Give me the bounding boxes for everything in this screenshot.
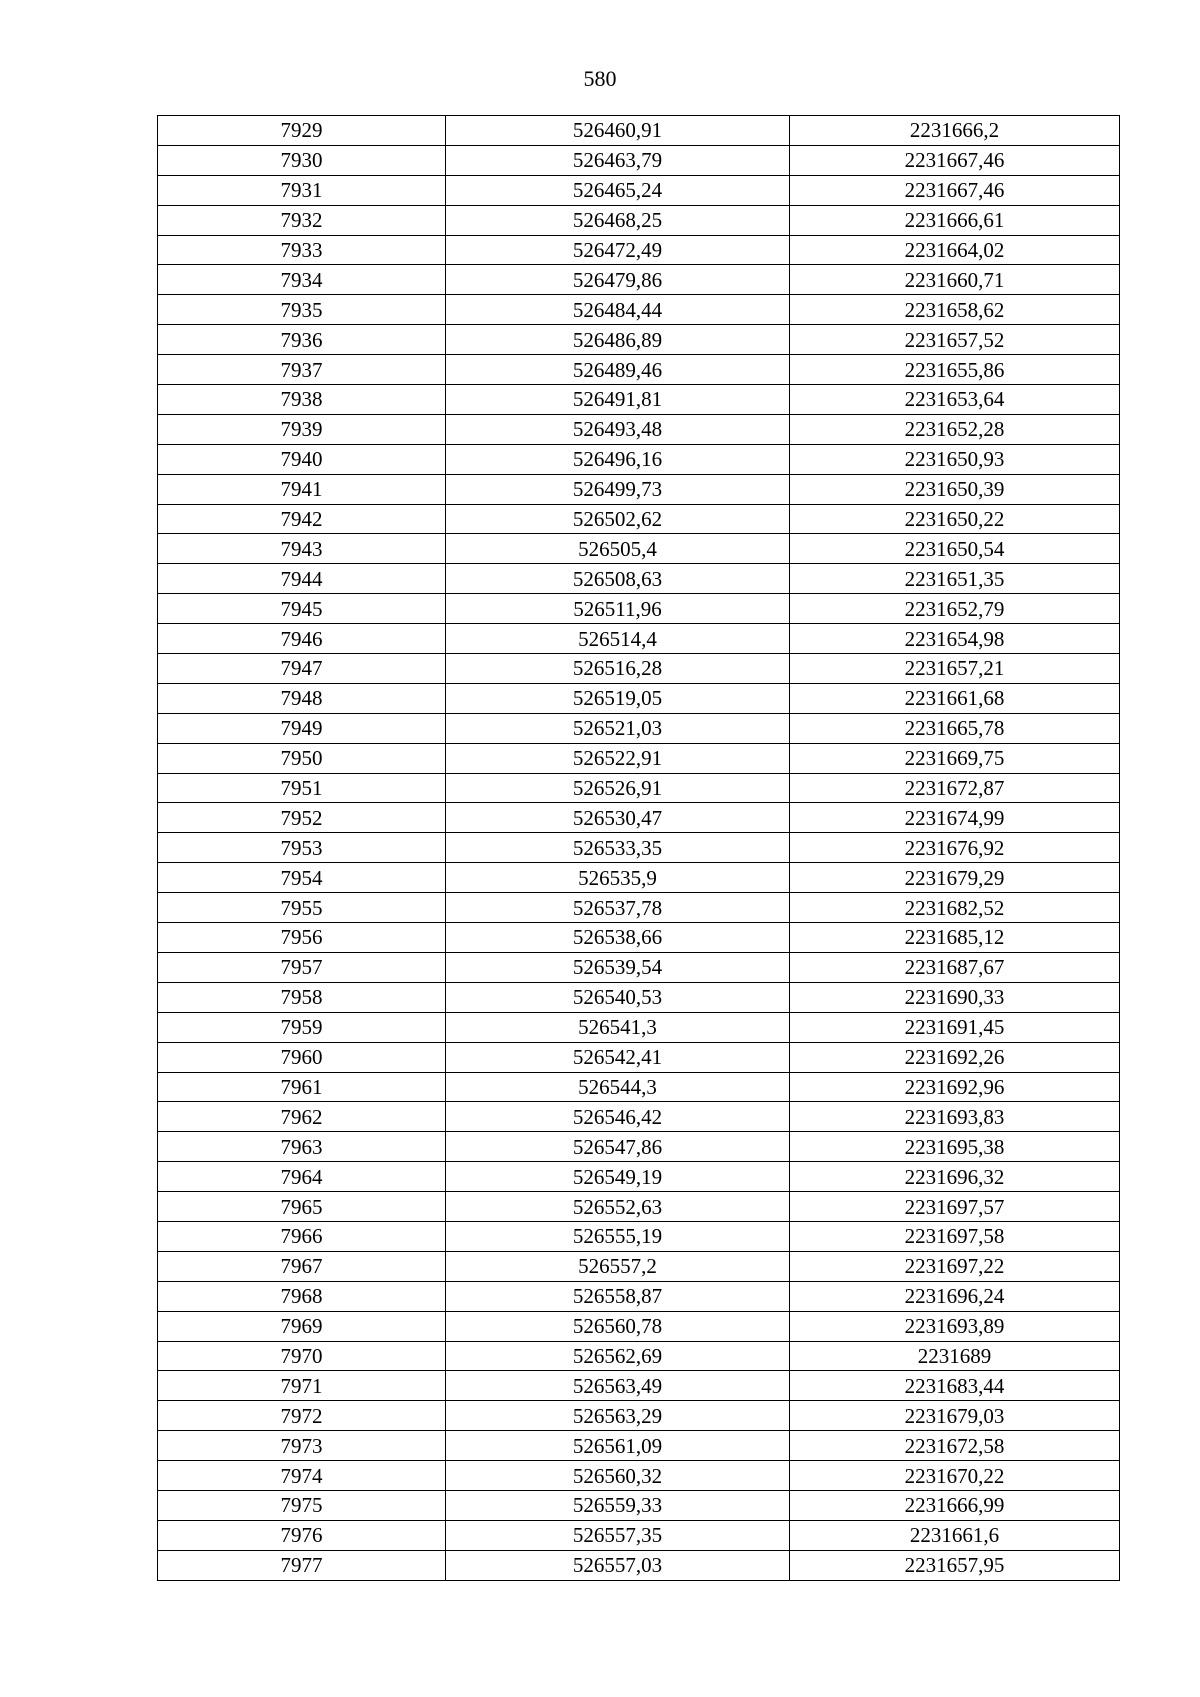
coordinates-table-body — [158, 116, 1120, 1581]
table-row — [158, 893, 1120, 923]
x-coordinate-cell: 526505,4 — [446, 534, 790, 564]
point-number-cell: 7965 — [158, 1192, 446, 1222]
table-row — [158, 235, 1120, 265]
point-number-cell: 7973 — [158, 1431, 446, 1461]
x-coordinate-cell: 526463,79 — [446, 145, 790, 175]
y-coordinate-cell: 2231667,46 — [790, 145, 1120, 175]
y-coordinate-cell: 2231653,64 — [790, 385, 1120, 415]
point-number-cell: 7946 — [158, 624, 446, 654]
point-number-cell: 7932 — [158, 205, 446, 235]
point-number-cell: 7952 — [158, 803, 446, 833]
x-coordinate-cell: 526547,86 — [446, 1132, 790, 1162]
x-coordinate-cell: 526544,3 — [446, 1072, 790, 1102]
x-coordinate-cell: 526499,73 — [446, 474, 790, 504]
x-coordinate-cell: 526460,91 — [446, 116, 790, 146]
table-row — [158, 355, 1120, 385]
table-row — [158, 863, 1120, 893]
point-number-cell: 7957 — [158, 952, 446, 982]
table-row — [158, 1192, 1120, 1222]
table-row — [158, 1401, 1120, 1431]
x-coordinate-cell: 526535,9 — [446, 863, 790, 893]
y-coordinate-cell: 2231679,03 — [790, 1401, 1120, 1431]
table-row — [158, 116, 1120, 146]
x-coordinate-cell: 526511,96 — [446, 594, 790, 624]
table-row — [158, 743, 1120, 773]
x-coordinate-cell: 526522,91 — [446, 743, 790, 773]
point-number-cell: 7939 — [158, 414, 446, 444]
x-coordinate-cell: 526516,28 — [446, 654, 790, 684]
x-coordinate-cell: 526563,49 — [446, 1371, 790, 1401]
y-coordinate-cell: 2231697,57 — [790, 1192, 1120, 1222]
y-coordinate-cell: 2231657,21 — [790, 654, 1120, 684]
x-coordinate-cell: 526549,19 — [446, 1162, 790, 1192]
x-coordinate-cell: 526533,35 — [446, 833, 790, 863]
x-coordinate-cell: 526486,89 — [446, 325, 790, 355]
table-row — [158, 265, 1120, 295]
point-number-cell: 7974 — [158, 1461, 446, 1491]
x-coordinate-cell: 526557,03 — [446, 1550, 790, 1580]
x-coordinate-cell: 526484,44 — [446, 295, 790, 325]
table-row — [158, 1461, 1120, 1491]
y-coordinate-cell: 2231697,58 — [790, 1221, 1120, 1251]
table-row — [158, 803, 1120, 833]
table-row — [158, 145, 1120, 175]
x-coordinate-cell: 526538,66 — [446, 923, 790, 953]
y-coordinate-cell: 2231683,44 — [790, 1371, 1120, 1401]
point-number-cell: 7948 — [158, 683, 446, 713]
x-coordinate-cell: 526558,87 — [446, 1281, 790, 1311]
point-number-cell: 7947 — [158, 654, 446, 684]
x-coordinate-cell: 526560,32 — [446, 1461, 790, 1491]
point-number-cell: 7976 — [158, 1520, 446, 1550]
point-number-cell: 7966 — [158, 1221, 446, 1251]
y-coordinate-cell: 2231666,99 — [790, 1490, 1120, 1520]
table-row — [158, 1520, 1120, 1550]
table-row — [158, 564, 1120, 594]
x-coordinate-cell: 526493,48 — [446, 414, 790, 444]
y-coordinate-cell: 2231682,52 — [790, 893, 1120, 923]
y-coordinate-cell: 2231696,24 — [790, 1281, 1120, 1311]
point-number-cell: 7930 — [158, 145, 446, 175]
x-coordinate-cell: 526540,53 — [446, 982, 790, 1012]
y-coordinate-cell: 2231666,2 — [790, 116, 1120, 146]
y-coordinate-cell: 2231687,67 — [790, 952, 1120, 982]
table-row — [158, 414, 1120, 444]
point-number-cell: 7967 — [158, 1251, 446, 1281]
point-number-cell: 7977 — [158, 1550, 446, 1580]
table-row — [158, 1550, 1120, 1580]
y-coordinate-cell: 2231674,99 — [790, 803, 1120, 833]
table-row — [158, 1132, 1120, 1162]
table-row — [158, 325, 1120, 355]
y-coordinate-cell: 2231661,68 — [790, 683, 1120, 713]
table-row — [158, 385, 1120, 415]
table-row — [158, 1311, 1120, 1341]
table-row — [158, 654, 1120, 684]
point-number-cell: 7955 — [158, 893, 446, 923]
table-row — [158, 504, 1120, 534]
x-coordinate-cell: 526514,4 — [446, 624, 790, 654]
point-number-cell: 7953 — [158, 833, 446, 863]
y-coordinate-cell: 2231651,35 — [790, 564, 1120, 594]
y-coordinate-cell: 2231693,89 — [790, 1311, 1120, 1341]
table-row — [158, 295, 1120, 325]
x-coordinate-cell: 526557,35 — [446, 1520, 790, 1550]
y-coordinate-cell: 2231679,29 — [790, 863, 1120, 893]
page-number: 580 — [583, 66, 617, 91]
y-coordinate-cell: 2231667,46 — [790, 175, 1120, 205]
point-number-cell: 7971 — [158, 1371, 446, 1401]
x-coordinate-cell: 526560,78 — [446, 1311, 790, 1341]
x-coordinate-cell: 526489,46 — [446, 355, 790, 385]
y-coordinate-cell: 2231650,54 — [790, 534, 1120, 564]
y-coordinate-cell: 2231654,98 — [790, 624, 1120, 654]
table-row — [158, 1042, 1120, 1072]
point-number-cell: 7943 — [158, 534, 446, 564]
y-coordinate-cell: 2231692,96 — [790, 1072, 1120, 1102]
x-coordinate-cell: 526557,2 — [446, 1251, 790, 1281]
y-coordinate-cell: 2231661,6 — [790, 1520, 1120, 1550]
table-row — [158, 833, 1120, 863]
table-row — [158, 1221, 1120, 1251]
point-number-cell: 7950 — [158, 743, 446, 773]
table-row — [158, 474, 1120, 504]
point-number-cell: 7931 — [158, 175, 446, 205]
table-row — [158, 175, 1120, 205]
x-coordinate-cell: 526468,25 — [446, 205, 790, 235]
y-coordinate-cell: 2231650,22 — [790, 504, 1120, 534]
point-number-cell: 7970 — [158, 1341, 446, 1371]
table-row — [158, 952, 1120, 982]
y-coordinate-cell: 2231655,86 — [790, 355, 1120, 385]
y-coordinate-cell: 2231669,75 — [790, 743, 1120, 773]
x-coordinate-cell: 526465,24 — [446, 175, 790, 205]
table-row — [158, 773, 1120, 803]
table-row — [158, 713, 1120, 743]
y-coordinate-cell: 2231664,02 — [790, 235, 1120, 265]
y-coordinate-cell: 2231692,26 — [790, 1042, 1120, 1072]
table-row — [158, 205, 1120, 235]
table-row — [158, 1431, 1120, 1461]
point-number-cell: 7958 — [158, 982, 446, 1012]
point-number-cell: 7942 — [158, 504, 446, 534]
table-row — [158, 1281, 1120, 1311]
table-row — [158, 1012, 1120, 1042]
y-coordinate-cell: 2231691,45 — [790, 1012, 1120, 1042]
point-number-cell: 7937 — [158, 355, 446, 385]
x-coordinate-cell: 526555,19 — [446, 1221, 790, 1251]
y-coordinate-cell: 2231697,22 — [790, 1251, 1120, 1281]
point-number-cell: 7964 — [158, 1162, 446, 1192]
table-row — [158, 624, 1120, 654]
x-coordinate-cell: 526519,05 — [446, 683, 790, 713]
point-number-cell: 7972 — [158, 1401, 446, 1431]
point-number-cell: 7936 — [158, 325, 446, 355]
x-coordinate-cell: 526521,03 — [446, 713, 790, 743]
y-coordinate-cell: 2231665,78 — [790, 713, 1120, 743]
point-number-cell: 7961 — [158, 1072, 446, 1102]
y-coordinate-cell: 2231690,33 — [790, 982, 1120, 1012]
point-number-cell: 7929 — [158, 116, 446, 146]
point-number-cell: 7940 — [158, 444, 446, 474]
table-row — [158, 982, 1120, 1012]
table-row — [158, 534, 1120, 564]
point-number-cell: 7969 — [158, 1311, 446, 1341]
table-row — [158, 1102, 1120, 1132]
y-coordinate-cell: 2231685,12 — [790, 923, 1120, 953]
point-number-cell: 7933 — [158, 235, 446, 265]
x-coordinate-cell: 526552,63 — [446, 1192, 790, 1222]
point-number-cell: 7959 — [158, 1012, 446, 1042]
x-coordinate-cell: 526491,81 — [446, 385, 790, 415]
x-coordinate-cell: 526542,41 — [446, 1042, 790, 1072]
point-number-cell: 7968 — [158, 1281, 446, 1311]
point-number-cell: 7935 — [158, 295, 446, 325]
table-row — [158, 683, 1120, 713]
y-coordinate-cell: 2231670,22 — [790, 1461, 1120, 1491]
x-coordinate-cell: 526479,86 — [446, 265, 790, 295]
x-coordinate-cell: 526537,78 — [446, 893, 790, 923]
y-coordinate-cell: 2231652,79 — [790, 594, 1120, 624]
y-coordinate-cell: 2231693,83 — [790, 1102, 1120, 1132]
y-coordinate-cell: 2231650,39 — [790, 474, 1120, 504]
y-coordinate-cell: 2231657,52 — [790, 325, 1120, 355]
x-coordinate-cell: 526508,63 — [446, 564, 790, 594]
table-row — [158, 444, 1120, 474]
point-number-cell: 7949 — [158, 713, 446, 743]
table-row — [158, 923, 1120, 953]
x-coordinate-cell: 526526,91 — [446, 773, 790, 803]
x-coordinate-cell: 526472,49 — [446, 235, 790, 265]
x-coordinate-cell: 526561,09 — [446, 1431, 790, 1461]
y-coordinate-cell: 2231658,62 — [790, 295, 1120, 325]
point-number-cell: 7954 — [158, 863, 446, 893]
y-coordinate-cell: 2231689 — [790, 1341, 1120, 1371]
x-coordinate-cell: 526546,42 — [446, 1102, 790, 1132]
point-number-cell: 7962 — [158, 1102, 446, 1132]
point-number-cell: 7975 — [158, 1490, 446, 1520]
y-coordinate-cell: 2231657,95 — [790, 1550, 1120, 1580]
x-coordinate-cell: 526496,16 — [446, 444, 790, 474]
point-number-cell: 7960 — [158, 1042, 446, 1072]
point-number-cell: 7956 — [158, 923, 446, 953]
table-row — [158, 1371, 1120, 1401]
y-coordinate-cell: 2231695,38 — [790, 1132, 1120, 1162]
y-coordinate-cell: 2231666,61 — [790, 205, 1120, 235]
y-coordinate-cell: 2231652,28 — [790, 414, 1120, 444]
table-row — [158, 594, 1120, 624]
table-row — [158, 1490, 1120, 1520]
table-row — [158, 1341, 1120, 1371]
y-coordinate-cell: 2231672,58 — [790, 1431, 1120, 1461]
point-number-cell: 7963 — [158, 1132, 446, 1162]
y-coordinate-cell: 2231676,92 — [790, 833, 1120, 863]
y-coordinate-cell: 2231696,32 — [790, 1162, 1120, 1192]
y-coordinate-cell: 2231672,87 — [790, 773, 1120, 803]
point-number-cell: 7945 — [158, 594, 446, 624]
x-coordinate-cell: 526539,54 — [446, 952, 790, 982]
x-coordinate-cell: 526502,62 — [446, 504, 790, 534]
x-coordinate-cell: 526562,69 — [446, 1341, 790, 1371]
x-coordinate-cell: 526563,29 — [446, 1401, 790, 1431]
point-number-cell: 7941 — [158, 474, 446, 504]
table-row — [158, 1072, 1120, 1102]
x-coordinate-cell: 526530,47 — [446, 803, 790, 833]
point-number-cell: 7938 — [158, 385, 446, 415]
point-number-cell: 7944 — [158, 564, 446, 594]
point-number-cell: 7951 — [158, 773, 446, 803]
y-coordinate-cell: 2231650,93 — [790, 444, 1120, 474]
coordinates-table — [157, 115, 1120, 1581]
table-row — [158, 1251, 1120, 1281]
x-coordinate-cell: 526541,3 — [446, 1012, 790, 1042]
x-coordinate-cell: 526559,33 — [446, 1490, 790, 1520]
y-coordinate-cell: 2231660,71 — [790, 265, 1120, 295]
table-row — [158, 1162, 1120, 1192]
point-number-cell: 7934 — [158, 265, 446, 295]
